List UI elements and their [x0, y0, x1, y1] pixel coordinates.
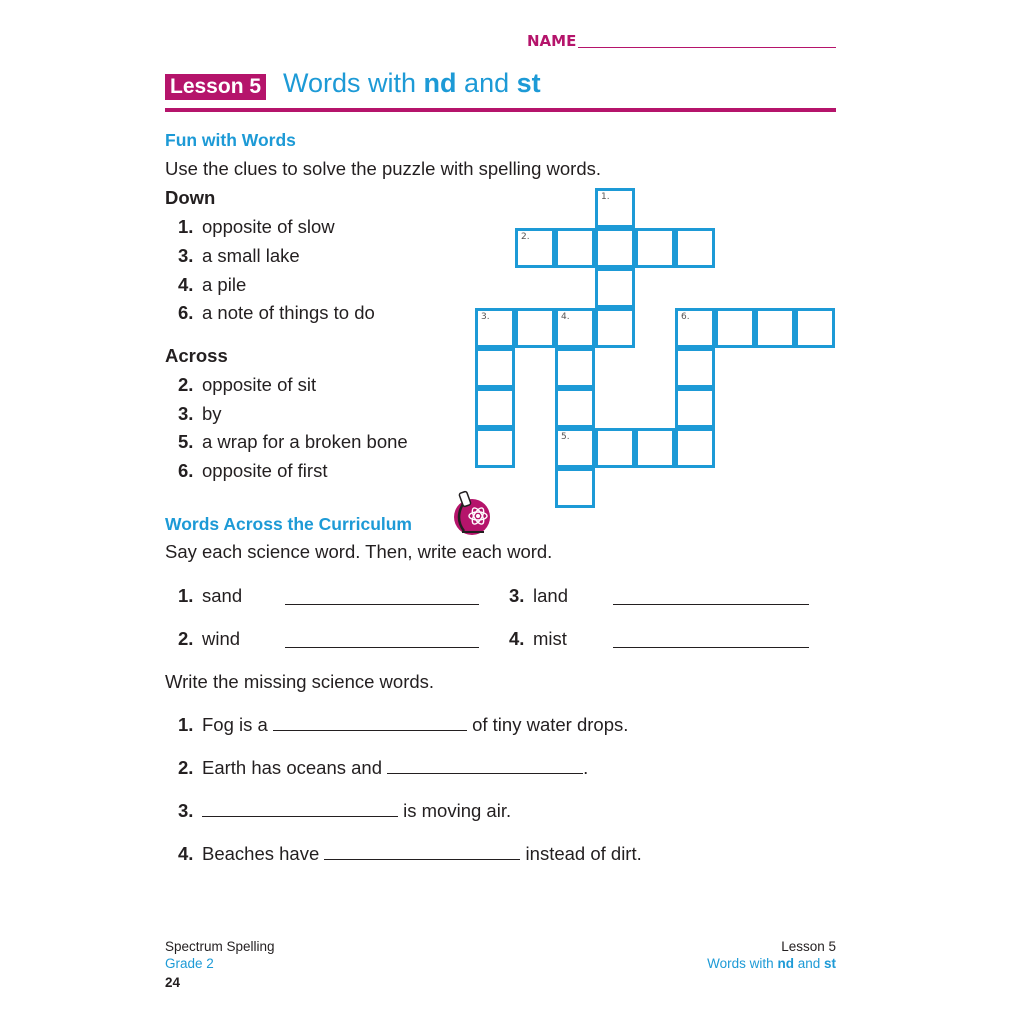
- sentence: [178, 800, 511, 822]
- across-clue: [178, 403, 222, 425]
- down-clue: [178, 245, 300, 267]
- title-nd: nd: [423, 68, 457, 98]
- sentence-before: Earth has oceans and: [202, 757, 388, 778]
- title-prefix: Words with: [283, 68, 424, 98]
- crossword-cell[interactable]: [555, 468, 595, 508]
- sentence-answer-line[interactable]: [202, 816, 398, 817]
- fun-with-words-heading: Fun with Words: [165, 130, 296, 150]
- across-clue: [178, 374, 316, 396]
- word-text: wind: [202, 628, 241, 649]
- sentence: [178, 714, 628, 736]
- sentence: [178, 757, 588, 779]
- cell-number: 4.: [561, 312, 570, 322]
- clue-number: 6.: [178, 302, 194, 323]
- word-text: land: [533, 585, 568, 606]
- crossword-cell[interactable]: [675, 388, 715, 428]
- crossword-cell[interactable]: [475, 308, 515, 348]
- sentence-after: is moving air.: [398, 800, 512, 821]
- sentence-number: 4.: [178, 843, 194, 864]
- clue-number: 3.: [178, 403, 194, 424]
- title-st: st: [516, 68, 541, 98]
- page-number: 24: [165, 975, 181, 990]
- crossword-cell[interactable]: [675, 348, 715, 388]
- lesson-badge: Lesson 5: [165, 74, 266, 100]
- name-line[interactable]: [578, 47, 836, 48]
- word-number: 2.: [178, 628, 194, 649]
- clue-number: 3.: [178, 245, 194, 266]
- sentence-answer-line[interactable]: [324, 859, 520, 860]
- down-clue: [178, 302, 375, 324]
- sentence-after: instead of dirt.: [520, 843, 642, 864]
- footer-and: and: [793, 956, 824, 971]
- crossword-cell[interactable]: [515, 228, 555, 268]
- crossword-cell[interactable]: [555, 388, 595, 428]
- clue-text: a pile: [202, 274, 247, 295]
- page-title: [283, 68, 541, 99]
- curriculum-heading: Words Across the Curriculum: [165, 514, 412, 534]
- crossword-cell[interactable]: [555, 428, 595, 468]
- down-label: Down: [165, 187, 216, 208]
- crossword-cell[interactable]: [715, 308, 755, 348]
- sentence: [178, 843, 642, 865]
- crossword-cell[interactable]: [555, 308, 595, 348]
- cell-number: 5.: [561, 432, 570, 442]
- clue-number: 5.: [178, 431, 194, 452]
- across-clue: [178, 460, 327, 482]
- across-label: Across: [165, 345, 228, 366]
- missing-words-instruction: Write the missing science words.: [165, 671, 435, 692]
- crossword-cell[interactable]: [755, 308, 795, 348]
- science-word: [509, 628, 567, 650]
- footer-words-prefix: Words with: [707, 956, 778, 971]
- footer-st: st: [823, 956, 836, 971]
- name-label: NAME: [527, 32, 577, 50]
- down-clue: [178, 216, 335, 238]
- word-number: 3.: [509, 585, 525, 606]
- sentence-answer-line[interactable]: [387, 773, 583, 774]
- clue-text: opposite of first: [202, 460, 328, 481]
- cell-number: 1.: [601, 192, 610, 202]
- crossword-cell[interactable]: [595, 268, 635, 308]
- crossword-cell[interactable]: [635, 428, 675, 468]
- clue-number: 4.: [178, 274, 194, 295]
- down-clue: [178, 274, 246, 296]
- microscope-atom-icon: [444, 488, 494, 536]
- crossword-cell[interactable]: [515, 308, 555, 348]
- title-and: and: [456, 68, 517, 98]
- header-rule: [165, 108, 836, 112]
- crossword-cell[interactable]: [555, 228, 595, 268]
- cell-number: 3.: [481, 312, 490, 322]
- cell-number: 2.: [521, 232, 530, 242]
- crossword-cell[interactable]: [595, 188, 635, 228]
- crossword-cell[interactable]: [635, 228, 675, 268]
- sentence-number: 2.: [178, 757, 194, 778]
- footer-nd: nd: [777, 956, 794, 971]
- clue-text: opposite of sit: [202, 374, 317, 395]
- sentence-after: .: [583, 757, 589, 778]
- sentence-number: 1.: [178, 714, 194, 735]
- crossword-cell[interactable]: [555, 348, 595, 388]
- clue-text: a wrap for a broken bone: [202, 431, 408, 452]
- word-number: 4.: [509, 628, 525, 649]
- sentence-answer-line[interactable]: [273, 730, 467, 731]
- crossword-cell[interactable]: [675, 228, 715, 268]
- footer-lesson: Lesson 5: [781, 939, 836, 954]
- crossword-cell[interactable]: [475, 428, 515, 468]
- science-word: [178, 628, 240, 650]
- sentence-after: of tiny water drops.: [466, 714, 629, 735]
- word-answer-line[interactable]: [285, 604, 479, 605]
- curriculum-instruction: Say each science word. Then, write each word.: [165, 541, 553, 562]
- footer-grade: Grade 2: [165, 956, 214, 971]
- word-answer-line[interactable]: [613, 604, 809, 605]
- clue-text: by: [202, 403, 222, 424]
- crossword-cell[interactable]: [595, 428, 635, 468]
- clue-text: opposite of slow: [202, 216, 335, 237]
- crossword-cell[interactable]: [675, 428, 715, 468]
- crossword-cell[interactable]: [475, 388, 515, 428]
- puzzle-instruction: Use the clues to solve the puzzle with spelling words.: [165, 158, 601, 179]
- clue-number: 2.: [178, 374, 194, 395]
- crossword-cell[interactable]: [595, 308, 635, 348]
- clue-text: a note of things to do: [202, 302, 375, 323]
- sentence-before: Beaches have: [202, 843, 325, 864]
- science-word: [178, 585, 242, 607]
- clue-number: 1.: [178, 216, 194, 237]
- crossword-cell[interactable]: [595, 228, 635, 268]
- cell-number: 6.: [681, 312, 690, 322]
- word-number: 1.: [178, 585, 194, 606]
- crossword-cell[interactable]: [675, 308, 715, 348]
- clue-number: 6.: [178, 460, 194, 481]
- science-word: [509, 585, 568, 607]
- sentence-before: Fog is a: [202, 714, 273, 735]
- sentence-number: 3.: [178, 800, 194, 821]
- word-text: mist: [533, 628, 567, 649]
- crossword-cell[interactable]: [795, 308, 835, 348]
- clue-text: a small lake: [202, 245, 300, 266]
- crossword-cell[interactable]: [475, 348, 515, 388]
- footer-series: Spectrum Spelling: [165, 939, 275, 954]
- footer-topic: [707, 956, 836, 971]
- across-clue: [178, 431, 408, 453]
- word-text: sand: [202, 585, 243, 606]
- word-answer-line[interactable]: [613, 647, 809, 648]
- word-answer-line[interactable]: [285, 647, 479, 648]
